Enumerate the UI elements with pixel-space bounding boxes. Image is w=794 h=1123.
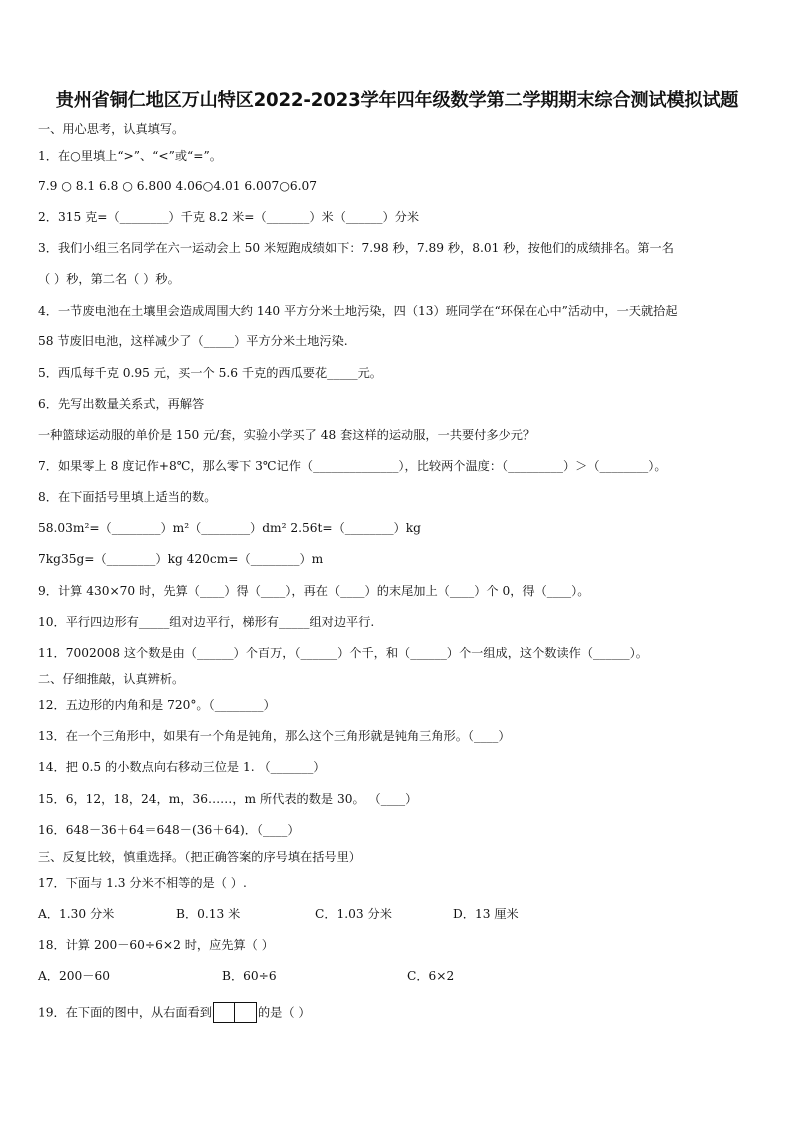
question-15: 15．6，12，18，24，m，36……，m 所代表的数是 30。 （____） xyxy=(38,792,418,806)
question-18: 18．计算 200－60÷6×2 时，应先算（ ） xyxy=(38,938,274,952)
q18-option-a: A．200－60 xyxy=(38,969,110,983)
question-11: 11．7002008 这个数是由（______）个百万，（______）个千，和（______）个一组成，这个数读作（______）。 xyxy=(38,646,648,660)
section-1-heading: 一、用心思考，认真填写。 xyxy=(38,122,185,136)
question-3-cont: （ ）秒，第二名（ ）秒。 xyxy=(38,272,180,286)
q17-option-b: B．0.13 米 xyxy=(176,907,241,921)
question-9: 9．计算 430×70 时，先算（____）得（____），再在（____）的末尾加上（____）个 0，得（____）。 xyxy=(38,584,590,598)
question-1-items: 7.9 ○ 8.1 6.8 ○ 6.800 4.06○4.01 6.007○6.07 xyxy=(38,179,317,193)
question-8-row-1: 58.03m²=（________）m²（________）dm² 2.56t=（________）kg xyxy=(38,521,421,535)
section-2-heading: 二、仔细推敲，认真辨析。 xyxy=(38,672,185,686)
q18-option-b: B．60÷6 xyxy=(222,969,277,983)
section-3-heading: 三、反复比较，慎重选择。（把正确答案的序号填在括号里） xyxy=(38,850,361,864)
question-2: 2．315 克=（________）千克 8.2 米=（_______）米（______）分米 xyxy=(38,210,420,224)
question-16: 16．648－36＋64＝648－(36＋64)．（____） xyxy=(38,823,300,837)
question-19-text: 19．在下面的图中，从右面看到 xyxy=(38,1005,212,1020)
question-4-cont: 58 节废旧电池，这样减少了（_____）平方分米土地污染. xyxy=(38,334,348,348)
square-left xyxy=(213,1002,235,1023)
two-square-figure xyxy=(213,1002,257,1024)
question-8: 8．在下面括号里填上适当的数。 xyxy=(38,490,217,504)
question-4: 4．一节废电池在土壤里会造成周围大约 140 平方分米土地污染，四（13）班同学在“环保在心中”活动中，一天就拾起 xyxy=(38,304,678,318)
q17-option-a: A．1.30 分米 xyxy=(38,907,115,921)
question-19-text-end: 的是（ ） xyxy=(257,1005,311,1020)
question-3: 3．我们小组三名同学在六一运动会上 50 米短跑成绩如下：7.98 秒，7.89 秒，8.01 秒，按他们的成绩排名。第一名 xyxy=(38,241,674,255)
question-19 xyxy=(38,1002,311,1024)
question-7: 7．如果零上 8 度记作+8℃，那么零下 3℃记作（______________），比较两个温度：（_________）＞（________）。 xyxy=(38,459,667,473)
question-14: 14．把 0.5 的小数点向右移动三位是 1. （_______） xyxy=(38,760,326,774)
question-12: 12．五边形的内角和是 720°。（________） xyxy=(38,698,276,712)
q18-option-c: C．6×2 xyxy=(407,969,455,983)
question-6-cont: 一种篮球运动服的单价是 150 元/套，实验小学买了 48 套这样的运动服，一共要付多少元？ xyxy=(38,428,536,442)
question-13: 13．在一个三角形中，如果有一个角是钝角，那么这个三角形就是钝角三角形。（____） xyxy=(38,729,511,743)
question-10: 10．平行四边形有_____组对边平行，梯形有_____组对边平行. xyxy=(38,615,375,629)
question-6: 6．先写出数量关系式，再解答 xyxy=(38,397,205,411)
question-5: 5．西瓜每千克 0.95 元，买一个 5.6 千克的西瓜要花_____元。 xyxy=(38,366,382,380)
page-title: 贵州省铜仁地区万山特区2022-2023学年四年级数学第二学期期末综合测试模拟试题 xyxy=(55,90,739,111)
question-8-row-2: 7kg35g=（________）kg 420cm=（________）m xyxy=(38,552,324,566)
square-right xyxy=(235,1002,257,1023)
question-17: 17．下面与 1.3 分米不相等的是（ ）. xyxy=(38,876,247,890)
q17-option-c: C．1.03 分米 xyxy=(315,907,392,921)
q17-option-d: D．13 厘米 xyxy=(453,907,519,921)
question-1: 1．在○里填上“>”、“<”或“=”。 xyxy=(38,149,222,163)
